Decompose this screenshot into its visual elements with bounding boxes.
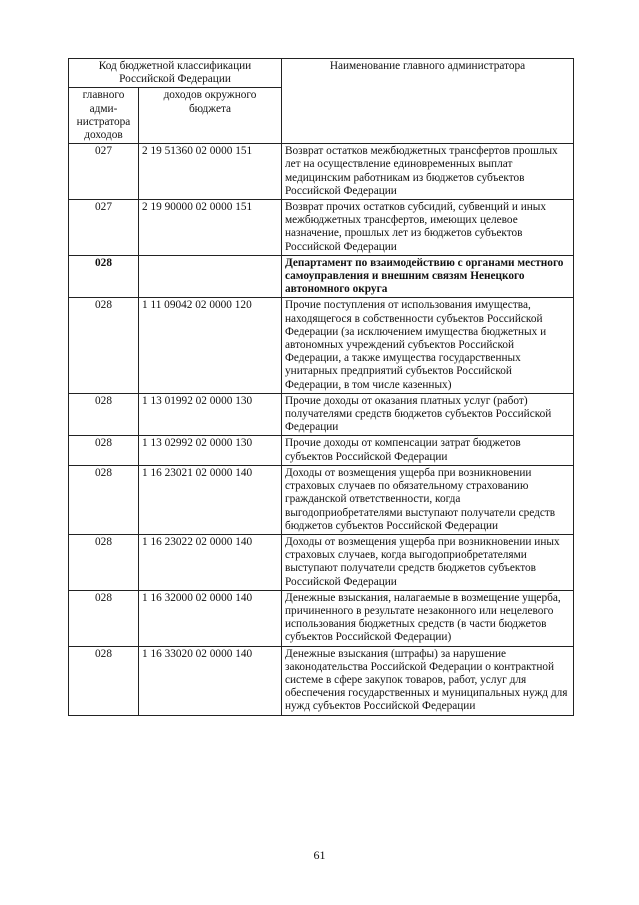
- header-name-column: Наименование главного администратора: [282, 59, 574, 144]
- administrator-name-cell: Денежные взыскания, налагаемые в возмещение ущерба, причиненного в результате незаконного или нецелевого использования бюджетных средств (в части бюджетов субъектов Российской Федерации): [282, 590, 574, 646]
- table-body: [69, 144, 574, 715]
- administrator-name-cell: Денежные взыскания (штрафы) за нарушение законодательства Российской Федерации о контрактной системе в сфере закупок товаров, работ, услуг для обеспечения государственных и муниципальных нужд для нужд субъектов Российской Федерации: [282, 646, 574, 715]
- administrator-name-cell: Департамент по взаимодействию с органами местного самоуправления и внешним связям Ненецкого автономного округа: [282, 255, 574, 298]
- admin-code-cell: 028: [69, 255, 139, 298]
- admin-code-cell: 027: [69, 144, 139, 200]
- administrator-name-cell: Прочие доходы от оказания платных услуг (работ) получателями средств бюджетов субъектов Российской Федерации: [282, 393, 574, 436]
- administrator-name-cell: Прочие поступления от использования имущества, находящегося в собственности субъектов Российской Федерации (за исключением имущества бюджетных и автономных учреждений субъектов Российской Федерации, а также имущества государственных унитарных предприятий субъектов Российской Федерации, в том числе казенных): [282, 298, 574, 393]
- budget-classification-table: [68, 58, 574, 716]
- table-row: [69, 590, 574, 646]
- page-number: 61: [313, 848, 326, 862]
- administrator-name-cell: Возврат остатков межбюджетных трансфертов прошлых лет на осуществление единовременных выплат медицинским работникам из бюджетов субъектов Российской Федерации: [282, 144, 574, 200]
- administrator-name-cell: Прочие доходы от компенсации затрат бюджетов субъектов Российской Федерации: [282, 436, 574, 465]
- administrator-name-cell: Доходы от возмещения ущерба при возникновении иных страховых случаев, когда выгодоприобретателями выступают получатели средств бюджетов субъектов Российской Федерации: [282, 534, 574, 590]
- table-header-row: [69, 59, 574, 88]
- admin-code-cell: 028: [69, 590, 139, 646]
- administrator-name-cell: Доходы от возмещения ущерба при возникновении страховых случаев по обязательному страхованию гражданской ответственности, когда выгодоприобретателями выступают получатели средств бюджетов субъектов Российской Федерации: [282, 465, 574, 534]
- admin-code-cell: 028: [69, 298, 139, 393]
- table-row: [69, 436, 574, 465]
- budget-code-cell: 1 13 01992 02 0000 130: [139, 393, 282, 436]
- budget-code-cell: 1 16 23022 02 0000 140: [139, 534, 282, 590]
- table-row: [69, 465, 574, 534]
- table-row: [69, 144, 574, 200]
- table-row: [69, 200, 574, 256]
- admin-code-cell: 028: [69, 393, 139, 436]
- table-row: [69, 646, 574, 715]
- admin-code-cell: 028: [69, 534, 139, 590]
- budget-code-cell: 1 16 23021 02 0000 140: [139, 465, 282, 534]
- budget-code-cell: [139, 255, 282, 298]
- table-row: [69, 393, 574, 436]
- header-admin-column: главного адми-нистратора доходов: [69, 88, 139, 144]
- admin-code-cell: 028: [69, 465, 139, 534]
- table-row: [69, 255, 574, 298]
- header-budget-column: доходов окружного бюджета: [139, 88, 282, 144]
- budget-code-cell: 1 13 02992 02 0000 130: [139, 436, 282, 465]
- budget-code-cell: 2 19 51360 02 0000 151: [139, 144, 282, 200]
- header-group-label: Код бюджетной классификации Российской Федерации: [69, 59, 282, 88]
- budget-code-cell: 1 16 32000 02 0000 140: [139, 590, 282, 646]
- admin-code-cell: 028: [69, 436, 139, 465]
- budget-code-cell: 1 16 33020 02 0000 140: [139, 646, 282, 715]
- budget-code-cell: 2 19 90000 02 0000 151: [139, 200, 282, 256]
- administrator-name-cell: Возврат прочих остатков субсидий, субвенций и иных межбюджетных трансфертов, имеющих целевое назначение, прошлых лет из бюджетов субъектов Российской Федерации: [282, 200, 574, 256]
- budget-code-cell: 1 11 09042 02 0000 120: [139, 298, 282, 393]
- admin-code-cell: 027: [69, 200, 139, 256]
- admin-code-cell: 028: [69, 646, 139, 715]
- table-row: [69, 298, 574, 393]
- table-row: [69, 534, 574, 590]
